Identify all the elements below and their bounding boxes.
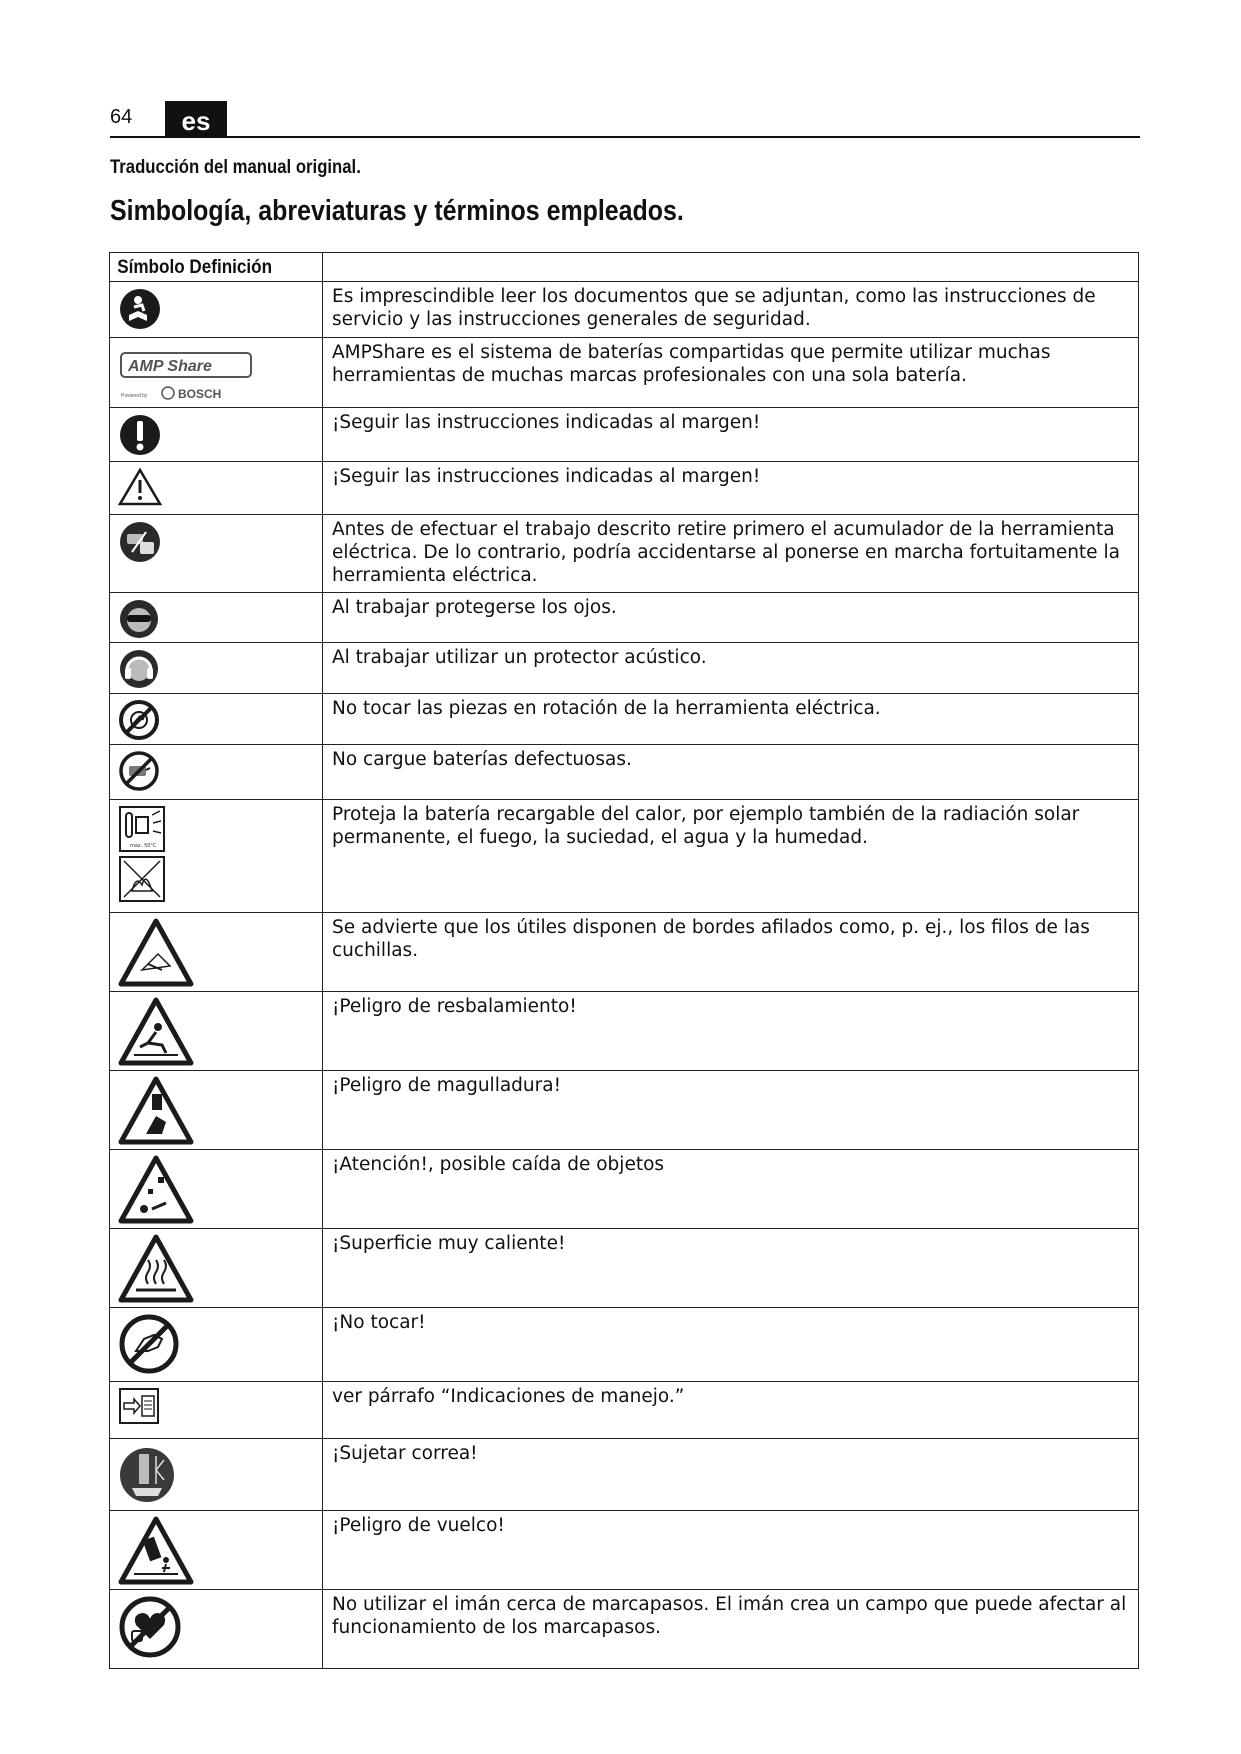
definition-cell: Al trabajar utilizar un protector acústico. [323,643,1139,694]
table-row [110,462,1139,515]
warning-triangle-icon [118,467,162,507]
hot-surface-icon [118,1234,194,1304]
definition-cell: ¡Peligro de resbalamiento! [323,992,1139,1071]
header-rule [110,136,1140,138]
ampshare-logo [118,343,258,403]
protect-heat-icon [118,805,168,905]
definition-cell: Se advierte que los útiles disponen de bordes afilados como, p. ej., los filos de las cuchillas. [323,913,1139,992]
definition-cell: No tocar las piezas en rotación de la herramienta eléctrica. [323,694,1139,745]
table-row [110,992,1139,1071]
ampshare-powered-by: Powered by [121,393,148,399]
definition-cell: ¡Atención!, posible caída de objetos [323,1150,1139,1229]
see-section-icon [118,1387,162,1427]
header-empty-cell [323,253,1139,282]
table-row [110,1382,1139,1439]
tip-over-icon [118,1516,194,1586]
remove-battery-icon [118,520,162,564]
document-subtitle: Traducción del manual original. [110,157,361,178]
table-row [110,1150,1139,1229]
symbol-table [109,252,1139,1669]
definition-cell: Proteja la batería recargable del calor, por ejemplo también de la radiación solar permanente, el fuego, la suciedad, el agua y la humedad. [323,800,1139,913]
language-tab: es [165,101,227,137]
no-pacemaker-icon [118,1595,182,1659]
sharp-edges-icon [118,918,194,988]
table-row [110,1511,1139,1590]
falling-objects-icon [118,1155,194,1225]
definition-cell: No utilizar el imán cerca de marcapasos. El imán crea un campo que puede afectar al funcionamiento de los marcapasos. [323,1590,1139,1669]
table-row [110,1590,1139,1669]
table-row [110,515,1139,593]
table-row [110,694,1139,745]
table-row [110,1229,1139,1308]
table-row [110,1071,1139,1150]
table-header-row [110,253,1139,282]
definition-cell: ¡Seguir las instrucciones indicadas al margen! [323,462,1139,515]
no-touch-rotating-icon [118,699,160,741]
no-charge-defective-icon [118,750,160,792]
definition-cell: ¡Seguir las instrucciones indicadas al margen! [323,408,1139,462]
definition-cell: ver párrafo “Indicaciones de manejo.” [323,1382,1139,1439]
crush-hazard-icon [118,1076,194,1146]
definition-cell: ¡Superficie muy caliente! [323,1229,1139,1308]
eye-protection-icon [118,598,160,640]
definition-cell: Es imprescindible leer los documentos que se adjuntan, como las instrucciones de servicio y las instrucciones generales de seguridad. [323,282,1139,338]
header-cell [110,253,323,282]
definition-cell: Antes de efectuar el trabajo descrito retire primero el acumulador de la herramienta eléctrica. De lo contrario, podría accidentarse al ponerse en marcha fortuitamente la herramienta eléctrica. [323,515,1139,593]
table-row [110,1439,1139,1511]
definition-cell: ¡No tocar! [323,1308,1139,1382]
fasten-strap-icon [118,1444,176,1506]
definition-cell: No cargue baterías defectuosas. [323,745,1139,800]
exclamation-icon [118,413,162,457]
definition-cell: ¡Peligro de vuelco! [323,1511,1139,1590]
ampshare-logo-text: AMP Share [128,358,212,375]
table-header: Símbolo Definición [117,257,273,278]
table-row [110,408,1139,462]
table-row [110,745,1139,800]
definition-cell: Al trabajar protegerse los ojos. [323,593,1139,643]
read-manual-icon [118,287,162,331]
table-row [110,593,1139,643]
slip-hazard-icon [118,997,194,1067]
definition-cell: AMPShare es el sistema de baterías compartidas que permite utilizar muchas herramientas de muchas marcas profesionales con una sola batería. [323,338,1139,408]
table-row [110,800,1139,913]
definition-cell: ¡Peligro de magulladura! [323,1071,1139,1150]
table-row [110,913,1139,992]
hearing-protection-icon [118,648,160,690]
table-row [110,282,1139,338]
table-row [110,1308,1139,1382]
table-row [110,338,1139,408]
no-touch-icon [118,1313,180,1375]
definition-cell: ¡Sujetar correa! [323,1439,1139,1511]
page-number: 64 [110,106,133,128]
bosch-brand-text: BOSCH [178,387,222,401]
page-title: Simbología, abreviaturas y términos empleados. [110,195,684,227]
max-temp-label: max. 50°C [130,843,157,849]
table-row [110,643,1139,694]
